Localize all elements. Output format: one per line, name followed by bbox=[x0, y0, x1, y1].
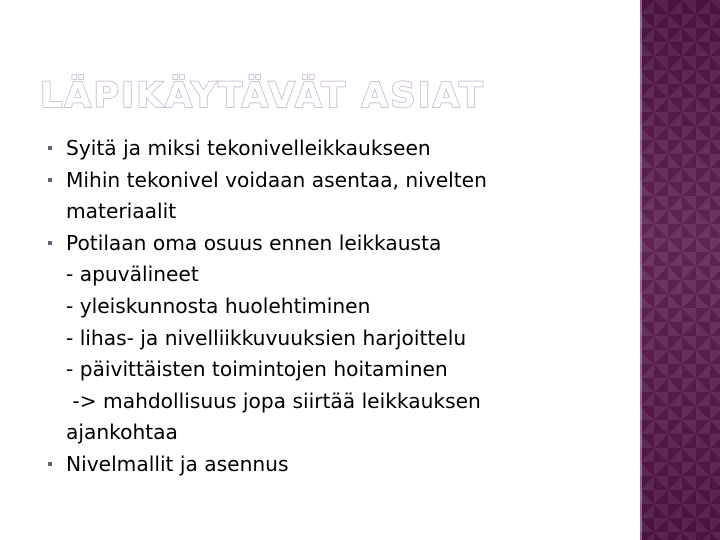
sub-item-row bbox=[48, 386, 618, 418]
bullet-icon bbox=[48, 241, 52, 245]
sub-item-text: - yleiskunnosta huolehtiminen bbox=[66, 293, 371, 318]
bullet-text: Mihin tekonivel voidaan asentaa, nivelten bbox=[66, 167, 487, 192]
bullet-continuation-row bbox=[48, 196, 618, 228]
bullet-row-patient-role bbox=[48, 228, 618, 260]
bullet-row-locations bbox=[48, 165, 618, 197]
sub-item-row bbox=[48, 354, 618, 386]
sub-item-text: - apuvälineet bbox=[66, 262, 199, 287]
sub-item-text: - päivittäisten toimintojen hoitaminen bbox=[66, 357, 448, 382]
bullet-row-causes bbox=[48, 133, 618, 165]
slide-content bbox=[48, 133, 618, 481]
bullet-continuation-text: materiaalit bbox=[66, 199, 177, 224]
sub-item-text: -> mahdollisuus jopa siirtää leikkauksen bbox=[66, 388, 481, 413]
bullet-text: Nivelmallit ja asennus bbox=[66, 451, 289, 476]
bullet-text: Potilaan oma osuus ennen leikkausta bbox=[66, 230, 442, 255]
slide-title-text: LÄPIKÄYTÄVÄT ASIAT bbox=[40, 76, 485, 116]
bullet-icon bbox=[48, 146, 52, 150]
sub-item-text: - lihas- ja nivelliikkuvuuksien harjoittelu bbox=[66, 325, 467, 350]
bullet-icon bbox=[48, 462, 52, 466]
sub-item-row bbox=[48, 323, 618, 355]
decorative-side-panel bbox=[640, 0, 720, 540]
sub-item-row bbox=[48, 291, 618, 323]
sub-item-continuation-text: ajankohtaa bbox=[66, 420, 178, 445]
bullet-row-joint-models bbox=[48, 449, 618, 481]
bullet-icon bbox=[48, 178, 52, 182]
slide-title bbox=[40, 72, 600, 116]
slide-title-svg bbox=[40, 72, 600, 116]
sub-item-continuation-row bbox=[48, 417, 618, 449]
sub-item-row bbox=[48, 259, 618, 291]
bullet-text: Syitä ja miksi tekonivelleikkaukseen bbox=[66, 136, 431, 160]
